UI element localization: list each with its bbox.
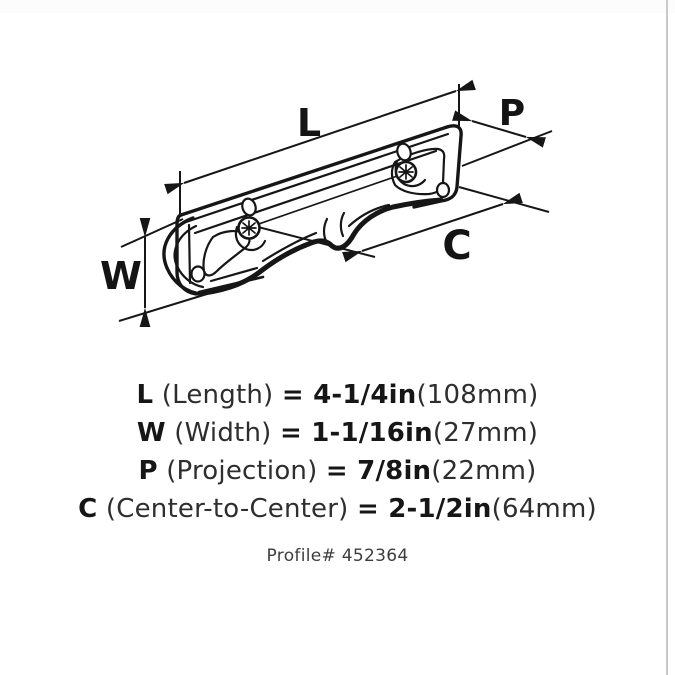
cup-ear-outer xyxy=(164,218,202,294)
left-oval-hole xyxy=(240,197,258,217)
spec-value: 7/8in xyxy=(357,456,432,486)
pull-outer-lines xyxy=(164,126,461,294)
spec-metric: (22mm) xyxy=(431,456,537,486)
handle-crease-2 xyxy=(341,213,344,236)
spec-key: C xyxy=(78,494,98,524)
spec-equals: = xyxy=(356,494,389,524)
cup-pull-outline xyxy=(164,126,461,294)
spec-metric: (64mm) xyxy=(491,494,597,524)
label-width: W xyxy=(100,254,142,298)
spec-name: (Projection) xyxy=(157,456,326,486)
label-projection: P xyxy=(498,93,526,134)
label-center-to-center: C xyxy=(442,223,472,269)
spec-value: 4-1/4in xyxy=(313,380,417,410)
spec-row-length xyxy=(0,376,675,414)
p-ext-line xyxy=(462,131,552,166)
spec-key: P xyxy=(138,456,158,486)
spec-name: (Width) xyxy=(165,418,280,448)
handle-bar xyxy=(204,200,441,293)
plate-left-front-edge xyxy=(189,225,190,283)
left-screw-cross-icon xyxy=(242,221,256,235)
dimension-lines xyxy=(119,84,552,321)
spec-row-width xyxy=(0,414,675,452)
c-ext-right xyxy=(459,187,549,212)
left-corner-hole xyxy=(192,267,205,282)
spec-equals: = xyxy=(281,380,314,410)
profile-number: Profile# 452364 xyxy=(266,546,409,566)
spec-name: (Length) xyxy=(153,380,282,410)
w-ext-bottom xyxy=(119,294,207,321)
right-corner-hole xyxy=(437,183,449,197)
spec-metric: (27mm) xyxy=(432,418,539,448)
spec-key: W xyxy=(136,418,166,448)
label-length: L xyxy=(296,101,322,145)
dimension-specs xyxy=(0,376,675,528)
spec-equals: = xyxy=(325,456,358,486)
c-axis-line xyxy=(253,174,403,226)
spec-row-center-to-center xyxy=(0,490,675,528)
spec-value: 1-1/16in xyxy=(311,418,433,448)
spec-equals: = xyxy=(279,418,312,448)
right-screw-cross-icon xyxy=(399,165,413,179)
spec-name: (Center-to-Center) xyxy=(97,494,357,524)
spec-key: L xyxy=(136,380,154,410)
spec-value: 2-1/2in xyxy=(388,494,492,524)
dimension-C xyxy=(253,174,549,257)
spec-metric: (108mm) xyxy=(416,380,539,410)
spec-row-projection xyxy=(0,452,675,490)
handle-top-edge-left xyxy=(263,233,316,261)
